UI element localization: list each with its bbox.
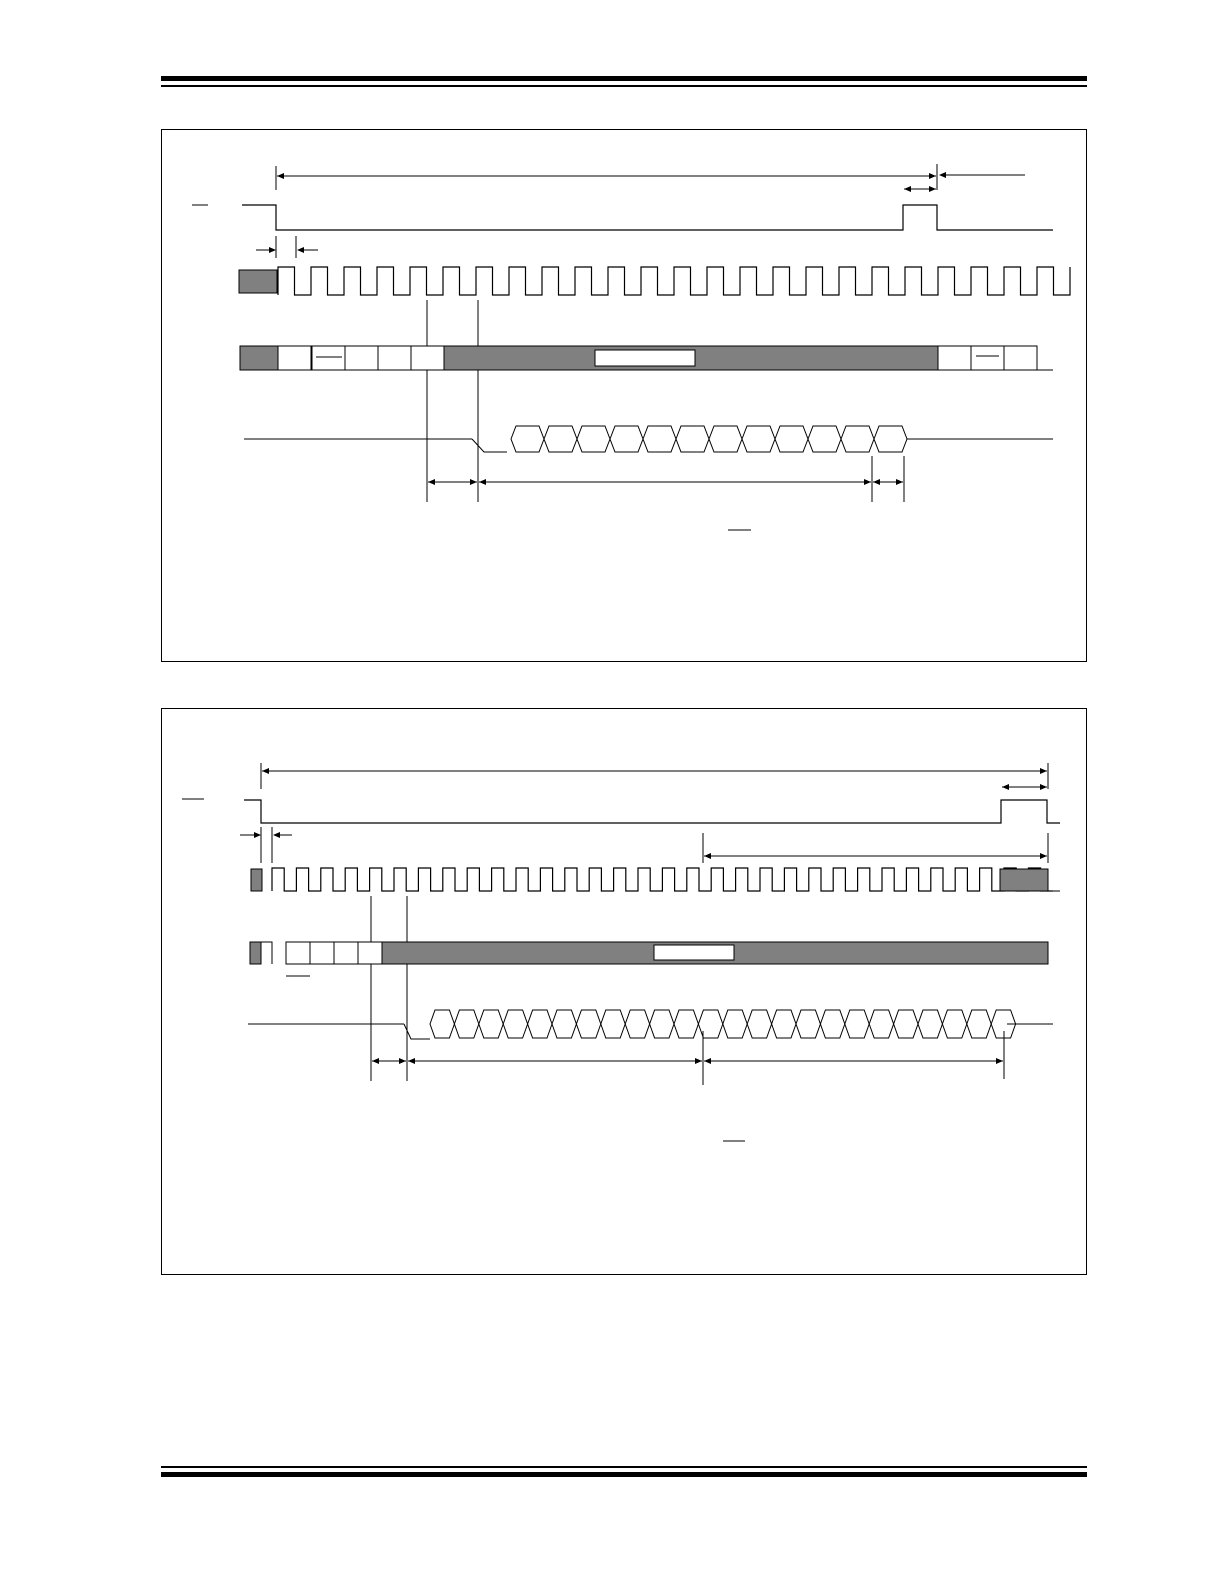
din-next-bit-box [938, 346, 971, 370]
dout-data-word [625, 1010, 649, 1038]
tdo-arrow-head-right [470, 479, 477, 485]
conv-arrow-head-left [479, 479, 486, 485]
tdis-arrow-head-right [896, 479, 903, 485]
dout-data-word [479, 1010, 503, 1038]
din-bit-box [411, 346, 444, 370]
dout-data-word [845, 1010, 869, 1038]
cs-signal [242, 205, 1053, 230]
dout-data-word [808, 426, 841, 452]
tsucs-left-head [269, 247, 276, 253]
dout-data-word [942, 1010, 966, 1038]
footer-rule-thin [161, 1466, 1087, 1468]
clk-idle-shaded [239, 270, 277, 293]
tcyc-arrow-head-right [929, 173, 936, 179]
header-rule-thin [161, 85, 1087, 87]
footer-rule-thick [161, 1472, 1087, 1477]
dout-data-word [742, 426, 775, 452]
tdo-arrow-head-left [428, 479, 435, 485]
dout-data-word [967, 1010, 991, 1038]
tcsh-arrow-head-right [929, 186, 936, 192]
dout-data-word [576, 1010, 600, 1038]
dout-data-word [772, 1010, 796, 1038]
timing-diagram-1 [162, 130, 1086, 661]
din-dont-care-label-box [654, 945, 734, 960]
conv-top-arrow-head-left [704, 853, 711, 859]
din-bit-box [278, 346, 311, 370]
din-bit-box [310, 942, 334, 964]
tsucs-right-head [297, 247, 304, 253]
conv-arrow-head-right [864, 479, 871, 485]
dout-data-word [454, 1010, 478, 1038]
tcyc-arrow-head-left [262, 768, 269, 774]
din-shaded-start [240, 346, 278, 370]
dout-data-word [610, 426, 643, 452]
dout-data-word [643, 426, 676, 452]
dout-data-word [503, 1010, 527, 1038]
din-bit-box [312, 346, 345, 370]
dout-data-word [820, 1010, 844, 1038]
dout-null-bit [404, 1024, 430, 1039]
dout-data-word [511, 426, 544, 452]
dout-data-word [869, 1010, 893, 1038]
dout-data-word [841, 426, 874, 452]
msb-arrow-head-left [408, 1058, 415, 1064]
din-bit-box [334, 942, 358, 964]
dout-data-word [552, 1010, 576, 1038]
dout-data-word [723, 1010, 747, 1038]
din-start-edge [261, 942, 272, 964]
dout-data-word [698, 1010, 722, 1038]
dout-data-word [918, 1010, 942, 1038]
dout-data-word [544, 426, 577, 452]
dout-data-word [747, 1010, 771, 1038]
tdo-arrow-head-right [399, 1058, 406, 1064]
dout-data-word [430, 1010, 454, 1038]
tdo-arrow-head-left [372, 1058, 379, 1064]
dout-data-word [601, 1010, 625, 1038]
dout-data-word [874, 426, 907, 452]
tsucs-left-head [254, 832, 261, 838]
lsb-arrow-head-left [704, 1058, 711, 1064]
clk-idle-shaded-end [1000, 869, 1048, 891]
dout-data-word [775, 426, 808, 452]
dout-data-word [528, 1010, 552, 1038]
dout-data-word [796, 1010, 820, 1038]
dout-data-word [894, 1010, 918, 1038]
clk-idle-shaded [251, 869, 262, 891]
tdis-arrow-head-left [873, 479, 880, 485]
timing-diagram-panel-1 [161, 129, 1087, 662]
timing-diagram-panel-2 [161, 708, 1087, 1275]
tcsh-arrow-head-left [1002, 784, 1009, 790]
din-shaded-start [250, 942, 261, 964]
dout-data-word [577, 426, 610, 452]
clk-signal [278, 267, 1070, 295]
din-bit-box [358, 942, 382, 964]
timing-diagram-2 [162, 709, 1086, 1274]
din-bit-box [345, 346, 378, 370]
din-next-bit-box [971, 346, 1004, 370]
din-next-bit-box [1004, 346, 1037, 370]
din-dont-care-label-box [595, 350, 695, 366]
din-bit-box [286, 942, 310, 964]
tcsh-arrow-head-left [904, 186, 911, 192]
tsucs-right-head [273, 832, 280, 838]
dout-data-word [650, 1010, 674, 1038]
cs-signal [244, 800, 1060, 823]
dout-data-word [676, 426, 709, 452]
tcsh-arrow-head-right [1040, 784, 1047, 790]
header-rule-thick [161, 76, 1087, 81]
dout-null-bit [472, 439, 507, 452]
msb-arrow-head-right [695, 1058, 702, 1064]
din-bit-box [378, 346, 411, 370]
tcyc-arrow-head-left [277, 173, 284, 179]
lsb-arrow-head-right [996, 1058, 1003, 1064]
dout-data-word [674, 1010, 698, 1038]
clk-signal [272, 868, 1053, 891]
tcyc-arrow-head-right [1040, 768, 1047, 774]
dout-data-word [709, 426, 742, 452]
conv-top-arrow-head-right [1040, 853, 1047, 859]
tcsh-arrow-head [939, 172, 946, 178]
